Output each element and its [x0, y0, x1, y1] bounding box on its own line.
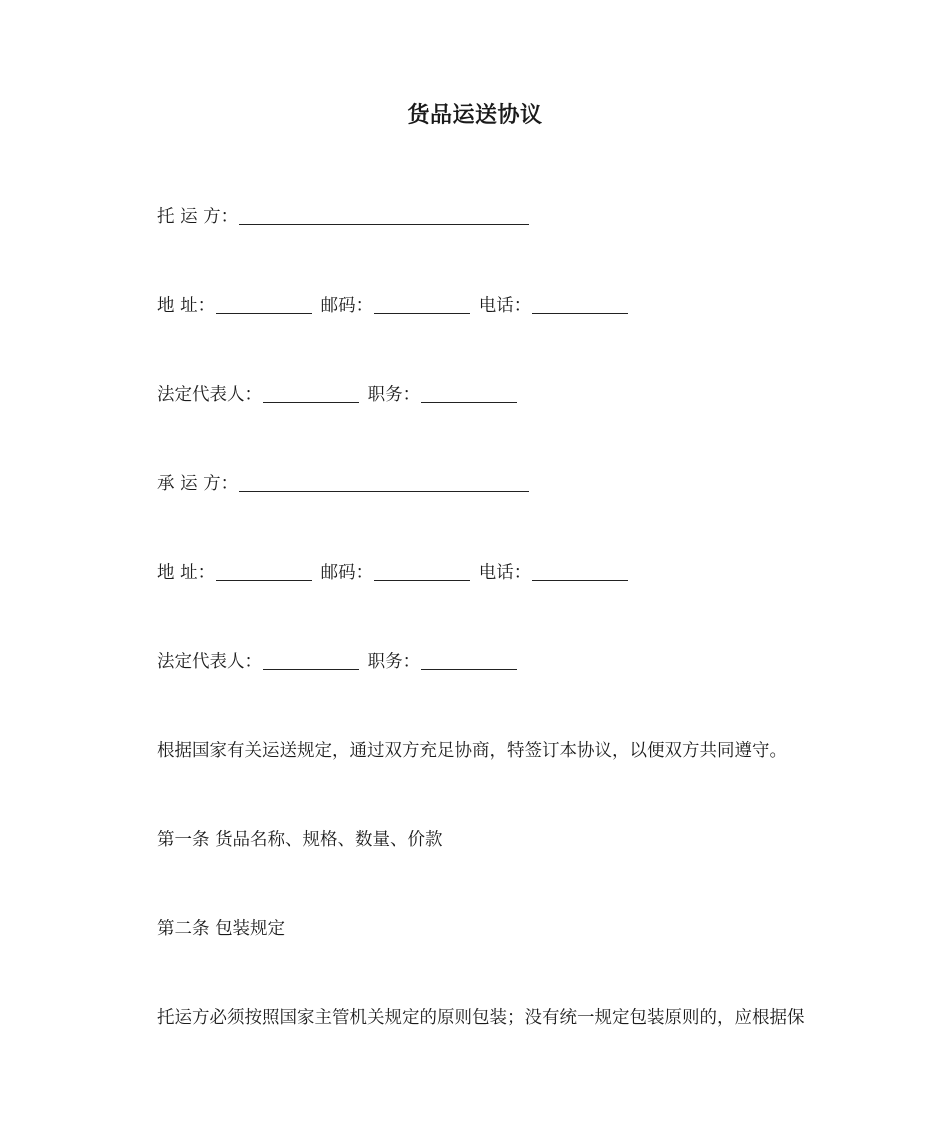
address-label: 地 址：	[157, 296, 216, 316]
position-field[interactable]	[421, 653, 517, 670]
carrier-address-line	[157, 562, 631, 584]
carrier-label: 承 运 方：	[157, 474, 239, 494]
document-title: 货品运送协议	[407, 103, 543, 128]
position-field[interactable]	[421, 386, 517, 403]
carrier-rep-line	[157, 651, 520, 673]
postcode-field[interactable]	[374, 564, 470, 581]
carrier-line	[157, 473, 532, 495]
legal-rep-label: 法定代表人：	[157, 385, 262, 405]
article-2-body: 托运方必须按照国家主管机关规定的原则包装；没有统一规定包装原则的，应根据保	[157, 1008, 805, 1028]
phone-field[interactable]	[532, 564, 628, 581]
phone-label: 电话：	[478, 296, 532, 316]
shipper-address-line	[157, 295, 631, 317]
preamble-paragraph: 根据国家有关运送规定，通过双方充足协商，特签订本协议，以便双方共同遵守。	[157, 741, 787, 761]
postcode-label: 邮码：	[320, 296, 374, 316]
position-label: 职务：	[367, 385, 421, 405]
legal-rep-field[interactable]	[263, 653, 359, 670]
shipper-line	[157, 206, 532, 228]
address-field[interactable]	[216, 564, 312, 581]
shipper-rep-line	[157, 384, 520, 406]
article-2-heading: 第二条 包装规定	[157, 919, 286, 939]
postcode-label: 邮码：	[320, 563, 374, 583]
carrier-name-field[interactable]	[239, 475, 529, 492]
postcode-field[interactable]	[374, 297, 470, 314]
phone-label: 电话：	[478, 563, 532, 583]
shipper-name-field[interactable]	[239, 208, 529, 225]
legal-rep-label: 法定代表人：	[157, 652, 262, 672]
legal-rep-field[interactable]	[263, 386, 359, 403]
address-field[interactable]	[216, 297, 312, 314]
position-label: 职务：	[367, 652, 421, 672]
shipper-label: 托 运 方：	[157, 207, 239, 227]
address-label: 地 址：	[157, 563, 216, 583]
article-1-heading: 第一条 货品名称、规格、数量、价款	[157, 830, 443, 850]
phone-field[interactable]	[532, 297, 628, 314]
